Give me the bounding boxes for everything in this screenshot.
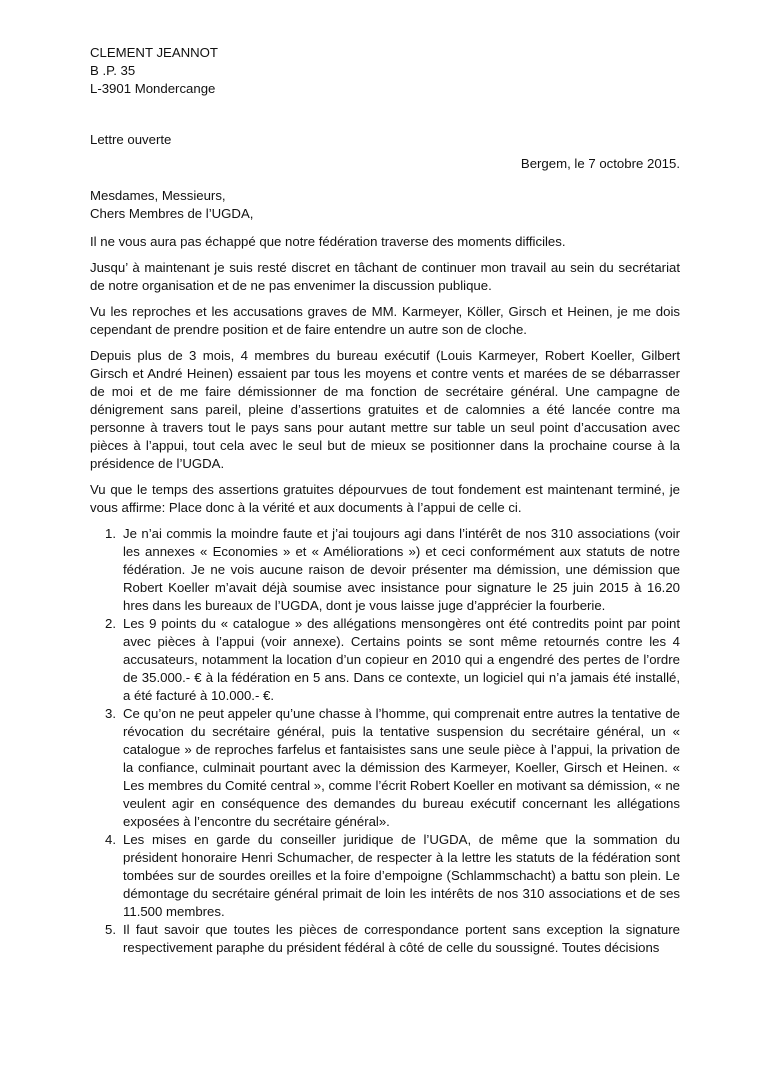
paragraph: Vu que le temps des assertions gratuites dépourvues de tout fondement est maintenant terminé, je vous affirme: Place donc à la vérité et aux documents à l’appui de celle ci. xyxy=(90,482,680,515)
list-item-number: 1. xyxy=(105,526,116,541)
list-item-text: Ce qu’on ne peut appeler qu’une chasse à l’homme, qui comprenait entre autres la tentative de révocation du secrétaire général, puis la tentative suspension du secrétaire général, un « catalogue » de reproches farfelus et fantaisistes sans une seule pièce à l’appui, la privation de la confiance, culminait pourtant avec la démission des Karmeyer, Koeller, Girsch et Heinen. « Les membres du Comité central », comme l’écrit Robert Koeller en motivant sa démission, « ne veulent agir en conséquence des demandes du bureau exécutif concernant les allégations exposées à l’encontre du secrétaire général». xyxy=(123,706,680,829)
list-item-number: 5. xyxy=(105,922,116,937)
paragraph: Depuis plus de 3 mois, 4 membres du bureau exécutif (Louis Karmeyer, Robert Koeller, Gilbert Girsch et André Heinen) essaient par tous les moyens et contre vents et marées de se débarrasser de moi et de me faire démissionner de ma fonction de secrétaire général. Une campagne de dénigrement sans pareil, pleine d’assertions gratuites et de calomnies a été lancée contre ma personne à travers tout le pays sans pour autant mettre sur table un seul point d’accusation avec pièces à l’appui, tout cela avec le seul but de mieux se positionner dans la prochaine course à la présidence de l’UGDA. xyxy=(90,348,680,471)
list-item-text: Les mises en garde du conseiller juridique de l’UGDA, de même que la sommation du président honoraire Henri Schumacher, de respecter à la lettre les statuts de la fédération sont tombées sur de sourdes oreilles et la foire d’empoigne (Schlammschacht) a battu son plein. Le démontage du secrétaire général primait de loin les intérêts de nos 310 associations et de ses 11.500 membres. xyxy=(123,832,680,919)
sender-address xyxy=(90,44,680,98)
list-item-text: Les 9 points du « catalogue » des allégations mensongères ont été contredits point par point avec pièces à l’appui (voir annexe). Certains points se sont même retournés contre les 4 accusateurs, notamment la location d’un copieur en 2010 qui a engendré des pertes de l’ordre de 35.000.- € à la fédération en 5 ans. Dans ce contexte, un logiciel qui n’a jamais été installé, a été facturé à 10.000.- €. xyxy=(123,616,680,703)
list-item xyxy=(90,831,680,921)
date-line: Bergem, le 7 octobre 2015. xyxy=(520,156,680,171)
paragraph: Vu les reproches et les accusations graves de MM. Karmeyer, Köller, Girsch et Heinen, je me dois cependant de prendre position et de faire entendre un autre son de cloche. xyxy=(90,304,680,337)
sender-city: L-3901 Mondercange xyxy=(90,81,216,96)
greeting-line-1: Mesdames, Messieurs, xyxy=(90,188,226,203)
list-item xyxy=(90,525,680,615)
greeting xyxy=(90,187,680,223)
sender-po-box: B .P. 35 xyxy=(90,63,136,78)
letter-type: Lettre ouverte xyxy=(90,132,172,147)
list-item-number: 2. xyxy=(105,616,116,631)
sender-name: CLEMENT JEANNOT xyxy=(90,45,218,60)
list-item-number: 4. xyxy=(105,832,116,847)
list-item xyxy=(90,705,680,831)
list-item xyxy=(90,921,680,957)
list-item xyxy=(90,615,680,705)
paragraph: Jusqu’ à maintenant je suis resté discret en tâchant de continuer mon travail au sein du secrétariat de notre organisation et de ne pas envenimer la discussion publique. xyxy=(90,260,680,293)
numbered-list xyxy=(90,525,680,957)
list-item-text: Il faut savoir que toutes les pièces de correspondance portent sans exception la signature respectivement paraphe du président fédéral à côté de celle du soussigné. Toutes décisions xyxy=(123,922,680,955)
greeting-line-2: Chers Membres de l’UGDA, xyxy=(90,206,254,221)
list-item-text: Je n’ai commis la moindre faute et j’ai toujours agi dans l’intérêt de nos 310 associations (voir les annexes « Economies » et « Améliorations ») et ceci conformément aux statuts de notre fédération. Je ne vois aucune raison de devoir présenter ma démission, une démission que Robert Koeller m’avait déjà soumise avec insistance pour signature le 25 juin 2015 à 16.20 hres dans les bureaux de l’UGDA, dont je vous laisse juge d’apprécier la fourberie. xyxy=(123,526,680,613)
paragraph: Il ne vous aura pas échappé que notre fédération traverse des moments difficiles. xyxy=(90,234,566,249)
list-item-number: 3. xyxy=(105,706,116,721)
